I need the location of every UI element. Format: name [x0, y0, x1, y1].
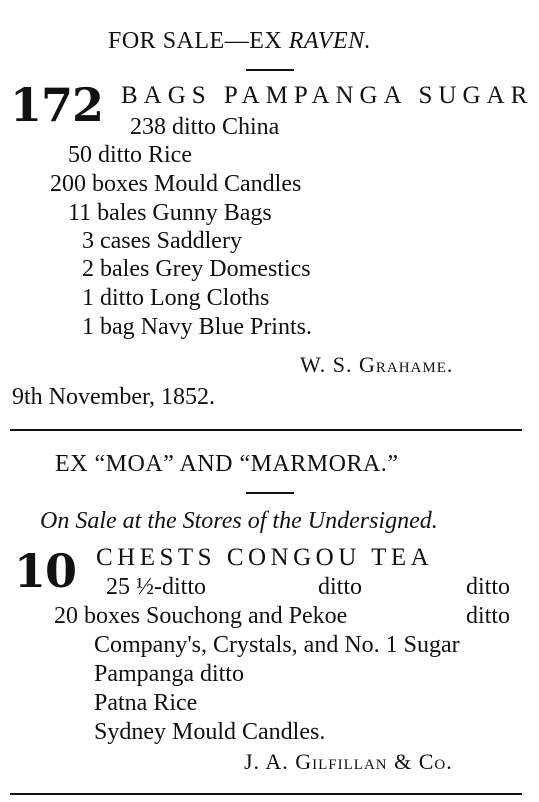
notice2-row2-col1: 25 ½-ditto — [106, 574, 206, 600]
notice1-item-2: 50 ditto Rice — [68, 142, 192, 168]
notice1-item-6: 2 bales Grey Domestics — [82, 256, 311, 282]
notice2-short-rule — [246, 492, 294, 494]
notice1-item-8: 1 bag Navy Blue Prints. — [82, 314, 312, 340]
notice1-item-5: 3 cases Saddlery — [82, 228, 242, 254]
notice1-title-ship: RAVEN. — [288, 28, 372, 54]
notice1-item-7: 1 ditto Long Cloths — [82, 285, 270, 311]
notice2-item-1: Company's, Crystals, and No. 1 Sugar — [94, 632, 460, 658]
notice2-row2-col2: ditto — [318, 574, 363, 600]
notice2-title: EX “MOA” AND “MARMORA.” — [55, 451, 399, 477]
notice1-item-1: 238 ditto China — [130, 114, 280, 140]
notice2-first-item: CHESTS CONGOU TEA — [96, 544, 434, 571]
notice1-signature: W. S. Grahame. — [300, 352, 454, 377]
notice1-first-item: BAGS PAMPANGA SUGAR — [121, 82, 534, 109]
notice1-date: 9th November, 1852. — [12, 384, 216, 410]
notice1-short-rule — [246, 69, 294, 71]
notice-divider-rule — [10, 429, 522, 431]
notice2-row3-col2: ditto — [466, 603, 511, 629]
notice1-item-4: 11 bales Gunny Bags — [68, 200, 272, 226]
notice2-item-3: Patna Rice — [94, 690, 198, 716]
notice1-title-prefix: FOR SALE—EX — [108, 28, 289, 54]
notice1-lot-number: 172 — [10, 78, 104, 132]
notice2-signature: J. A. Gilfillan & Co. — [244, 749, 453, 774]
notice2-subtitle: On Sale at the Stores of the Undersigned. — [40, 508, 438, 534]
bottom-rule — [10, 793, 522, 795]
notice1-item-3: 200 boxes Mould Candles — [50, 171, 302, 197]
notice2-row3-col1: 20 boxes Souchong and Pekoe — [54, 603, 348, 629]
notice2-item-4: Sydney Mould Candles. — [94, 719, 326, 745]
notice2-row2-col3: ditto — [466, 574, 511, 600]
notice1-title — [108, 28, 371, 55]
notice2-lot-number: 10 — [14, 544, 77, 598]
notice2-item-2: Pampanga ditto — [94, 661, 244, 687]
